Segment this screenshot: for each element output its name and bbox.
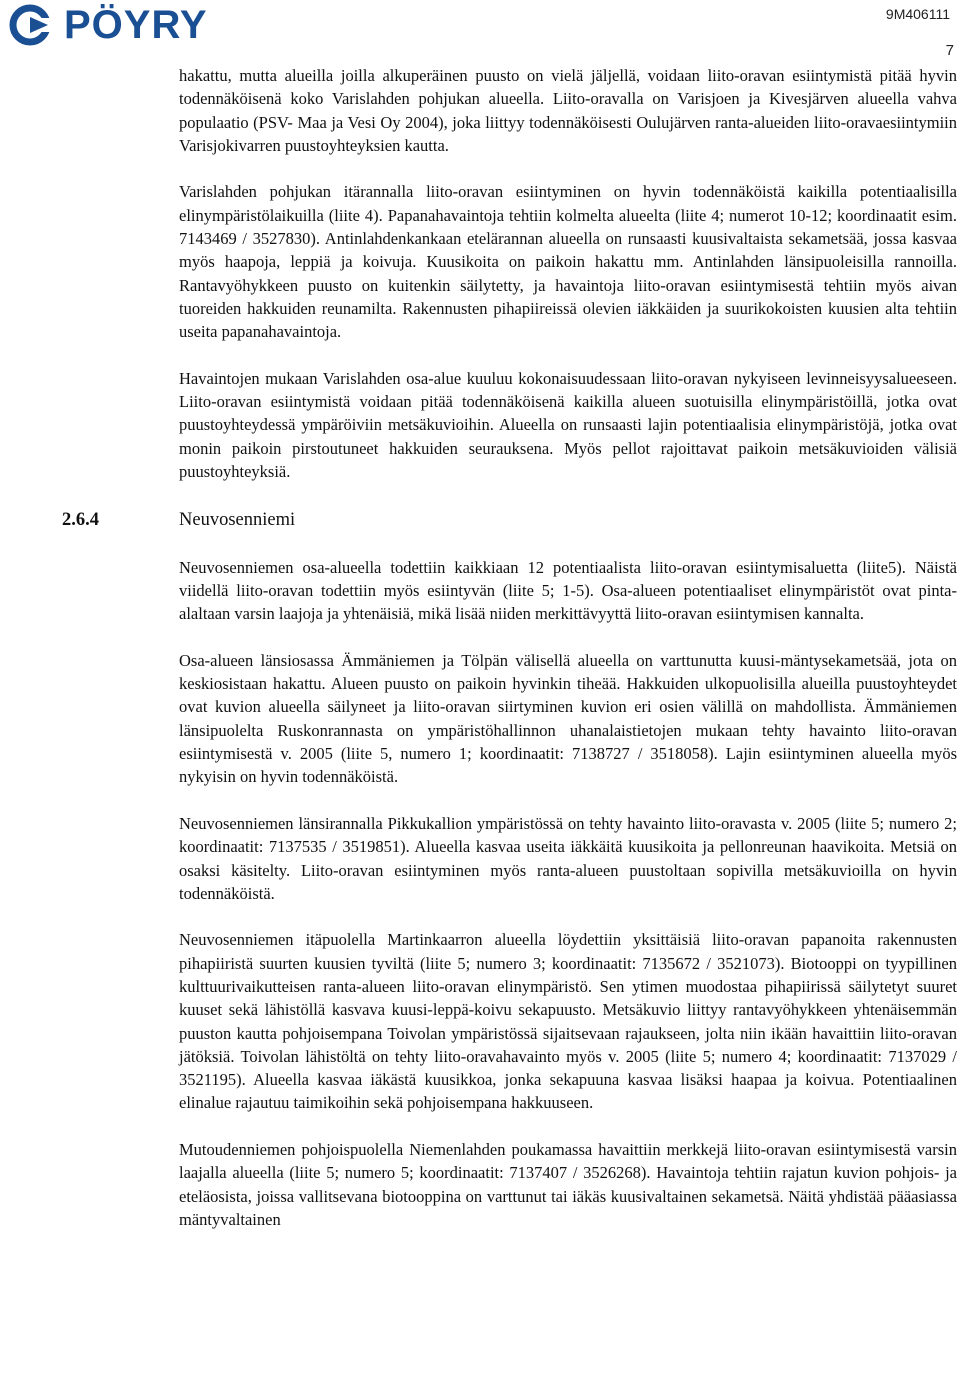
section-title: Neuvosenniemi (179, 509, 296, 530)
paragraph: Osa-alueen länsiosassa Ämmäniemen ja Tölpän välisellä alueella on varttunutta kuusi-mäntysekametsää, jota on keskiosistaan hakattu. Alueen puusto on paikoin hyvinkin tiheää. Hakkuiden ulkopuolisilla alueilla puustoyhteydet ovat kuvion alueella säilyneet ja liito-oravan siirtyminen kuvion eri osien välillä on mahdollista. Ämmäniemen länsipuolelta Ruskonrannasta on ympäristöhallinnon uhanalaistietojen mukaan tehty havainto liito-oravan esiintymisestä v. 2005 (liite 5, numero 1; koordinaatit: 7138727 / 3518058). Lajin esiintyminen alueella myös nykyisin on hyvin todennäköistä. (179, 650, 957, 787)
paragraph: Neuvosenniemen länsirannalla Pikkukallion ympäristössä on tehty havainto liito-oravasta v. 2005 (liite 5; numero 2; koordinaatit: 7137535 / 3519851). Alueella kasvaa useita iäkkäitä kuusikoita ja pellonreunan haavikoita. Metsiä on osaksi käsitelty. Liito-oravan esiintyminen myös ranta-alueen puustoltaan sopivilla metsäkuvioilla on hyvin todennäköistä. (179, 813, 957, 903)
paragraph: Havaintojen mukaan Varislahden osa-alue kuuluu kokonaisuudessaan liito-oravan nykyiseen levinneisyysalueeseen. Liito-oravan esiintymistä voidaan pitää todennäköisenä kaikilla alueen suotuisilla elinympäristöillä, jotka ovat puustoyhteydessä ympäröiviin metsäkuvioihin. Alueella on runsaasti lajin potentiaalisia elinympäristöjä, jotka ovat monin paikoin pirstoutuneet hakkuiden seurauksena. Myös pellot rajoittavat paikoin metsäkuvioiden välisiä puustoyhteyksiä. (179, 368, 957, 482)
logo-wordmark: PÖYRY (64, 3, 208, 47)
poyry-logo-icon (8, 4, 60, 46)
paragraph: hakattu, mutta alueilla joilla alkuperäinen puusto on vielä jäljellä, voidaan liito-oravan esiintymistä pitää hyvin todennäköisenä koko Varislahden pohjukan alueella. Liito-oravalla on Varisjoen ja Kivesjärven alueella vahva populaatio (PSV- Maa ja Vesi Oy 2004), joka liittyy todennäköisesti Oulujärven ranta-alueiden liito-oravaesiintymiin Varisjokivarren puustoyhteyksien kautta. (179, 66, 957, 155)
page-number: 7 (945, 42, 954, 59)
section-heading (62, 507, 957, 533)
document-id: 9M406111 (885, 6, 950, 22)
paragraph: Varislahden pohjukan itärannalla liito-oravan esiintyminen on hyvin todennäköistä kaikilla potentiaalisilla elinympäristölaikuilla (liite 4). Papanahavaintoja tehtiin kolmelta alueelta (liite 4; numerot 10-12; koordinaatit esim. 7143469 / 3527830). Antinlahdenkankaan etelärannan alueella on runsaasti kuusivaltaista sekametsää, jossa kasvaa myös haapoja, leppiä ja koivuja. Kuusikoita on paikoin hakattu mm. Antinlahden länsipuoleisilla rannoilla. Rantavyöhykkeen puusto on kuitenkin säilytetty, ja havaintoja liito-oravan esiintymisestä tehtiin myös aivan tuoreiden hakkuiden reunamilta. Rakennusten pihapiireissä olevien iäkkäiden ja suurikokoisten kuusien alta tehtiin useita papanahavaintoja. (179, 182, 957, 342)
paragraph: Neuvosenniemen osa-alueella todettiin kaikkiaan 12 potentiaalista liito-oravan esiintymisaluetta (liite5). Näistä viidellä liito-oravan todettiin myös esiintyvän (liite 5; 1-5). Osa-alueen potentiaaliset elinympäristöt ovat pinta-alaltaan varsin laajoja ja yhtenäisiä, mikä lisää niiden merkittävyyttä liito-oravan esiintymisen kannalta. (179, 557, 957, 624)
paragraph: Neuvosenniemen itäpuolella Martinkaarron alueella löydettiin yksittäisiä liito-oravan papanoita rakennusten pihapiiristä suurten kuusien tyviltä (liite 5; numero 3; koordinaatit: 7135672 / 3521073). Biotooppi on tyypillinen kulttuurivaikutteisen ranta-alueen liito-oravan elinympäristö. Sen ytimen muodostaa pihapiirissä säilytetyt suuret kuuset sekä lähistöllä kasvava kuusi-leppä-koivu sekapuusto. Metsäkuvio liittyy rantavyöhykkeen yhtenäisemmän puuston kautta pohjoisempana Toivolan ympäristössä sijaitsevaan rajaukseen, jolta niin ikään havaittiin liito-oravan jätöksiä. Toivolan lähistöltä on tehty liito-oravahavainto myös v. 2005 (liite 5; numero 4; koordinaatit: 7137029 / 3521195). Alueella kasvaa iäkästä kuusikkoa, jonka sekapuuna kasvaa lisäksi haapaa ja koivua. Potentiaalinen elinalue rajautuu taimikoihin sekä pohjoisempana hakkuuseen. (179, 930, 957, 1113)
paragraph: Mutoudenniemen pohjoispuolella Niemenlahden poukamassa havaittiin merkkejä liito-oravan esiintymisestä varsin laajalla alueella (liite 5; numero 5; koordinaatit: 7137407 / 3526268). Havaintoja tehtiin rajatun kuvion pohjois- ja eteläosista, joissa vallitsevana biotooppina on varttunut tai iäkäs kuusivaltainen sekametsä. Näitä yhdistää pääasiassa mäntyvaltainen (179, 1140, 957, 1229)
section-number: 2.6.4 (62, 509, 99, 530)
company-logo (8, 4, 208, 46)
document-body (62, 64, 957, 1255)
